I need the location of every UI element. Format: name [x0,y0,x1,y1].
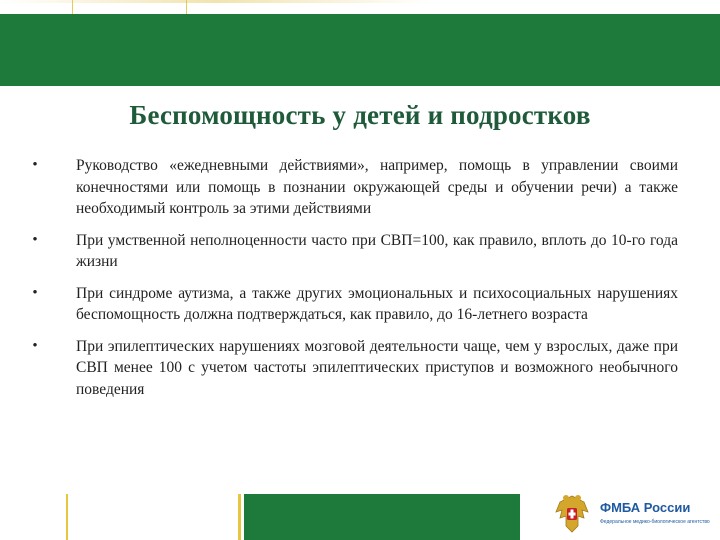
header-band [0,14,720,86]
eagle-emblem-icon [552,492,592,536]
bullet-text: При синдроме аутизма, а также других эмоциональных и психосоциальных нарушениях беспомощность должна подтверждаться, как правило, до 16-летнего возраста [76,284,678,323]
gold-divider-line [72,0,73,14]
slide-title: Беспомощность у детей и подростков [129,100,591,130]
bullet-text: При умственной неполноценности часто при СВП=100, как правило, вплоть до 10-го года жизни [76,231,678,270]
logo-subtitle: Федеральное медико-биологическое агентство [600,519,710,525]
logo-title: ФМБА России [600,500,691,515]
footer-gold-stripe [238,494,241,540]
footer-band [244,494,520,540]
bullet-marker: • [32,231,38,248]
bullet-marker: • [32,337,38,354]
bullet-text: При эпилептических нарушениях мозговой деятельности чаще, чем у взрослых, даже при СВП менее 100 с учетом частоты эпилептических приступов и возможного необычного поведения [76,337,678,398]
list-item [28,155,678,220]
list-item [28,336,678,401]
top-decor-line [0,0,720,3]
fmba-logo [552,488,712,536]
bullet-text: Руководство «ежедневными действиями», например, помощь в управлении своими конечностями или помощь в познании окружающей среды и обучении речи) а также необходимый контроль за этими действиями [76,157,678,217]
footer-gold-stripe [66,494,68,540]
bullet-marker: • [32,157,38,173]
bullet-list [28,155,678,410]
list-item [28,230,678,273]
gold-divider-line [186,0,187,14]
bullet-marker: • [32,284,38,301]
list-item [28,283,678,326]
